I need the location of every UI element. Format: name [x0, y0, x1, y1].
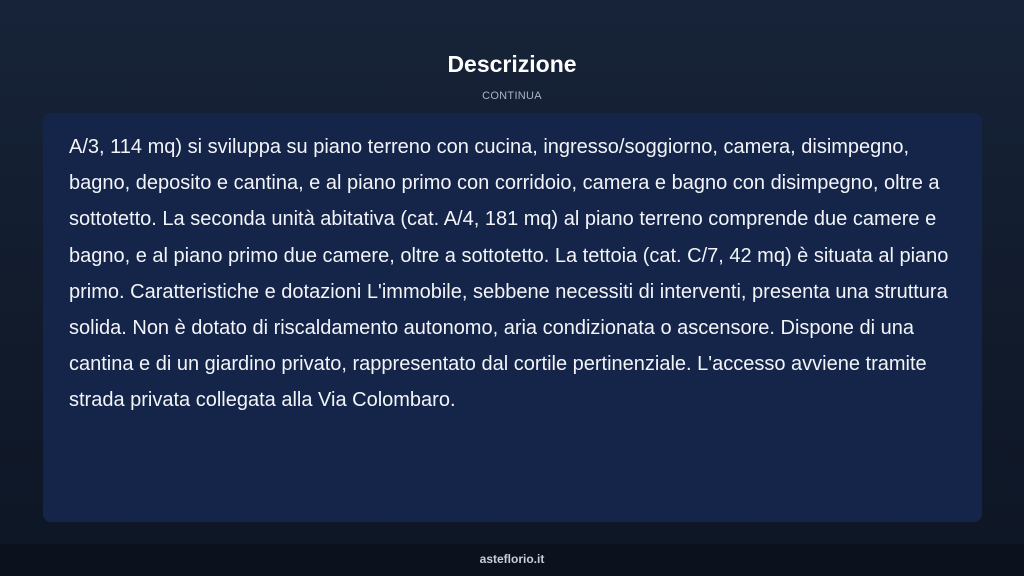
- description-card: [43, 113, 982, 522]
- page-title: Descrizione: [447, 51, 577, 77]
- description-text: A/3, 114 mq) si sviluppa su piano terreno con cucina, ingresso/soggiorno, camera, disimpegno, bagno, deposito e cantina, e al piano primo con corridoio, camera e bagno con disimpegno, oltre a sottotetto. La seconda unità abitativa (cat. A/4, 181 mq) al piano terreno comprende due camere e bagno, e al piano primo due camere, oltre a sottotetto. La tettoia (cat. C/7, 42 mq) è situata al piano primo. Caratteristiche e dotazioni L'immobile, sebbene necessiti di interventi, presenta una struttura solida. Non è dotato di riscaldamento autonomo, aria condizionata o ascensore. Dispone di una cantina e di un giardino privato, rappresentato dal cortile pertinenziale. L'accesso avviene tramite strada privata collegata alla Via Colombaro.: [69, 136, 949, 412]
- footer-site-label: asteflorio.it: [0, 544, 1024, 576]
- continued-label: CONTINUA: [482, 90, 542, 102]
